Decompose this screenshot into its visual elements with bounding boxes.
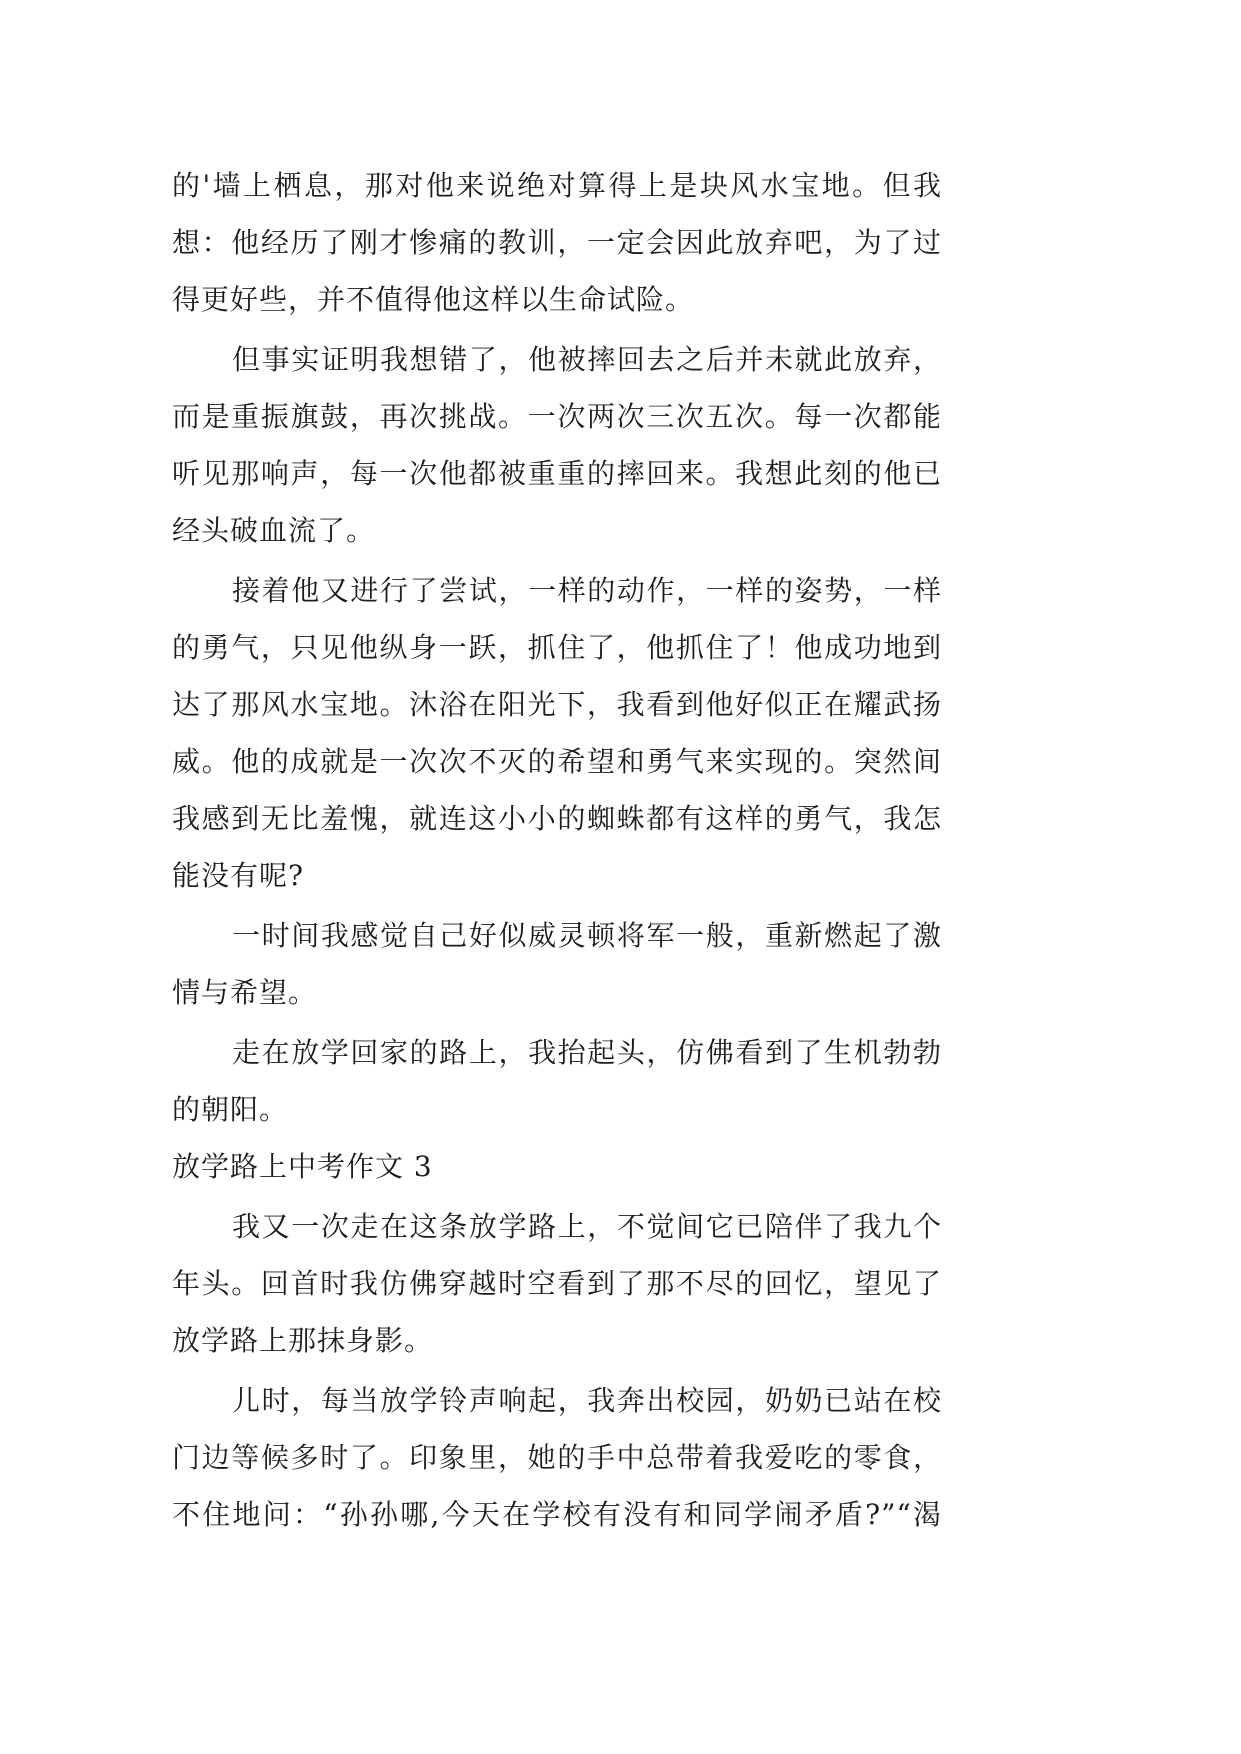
text-line: 儿时，每当放学铃声响起，我奔出校园，奶奶已站在校: [232, 1384, 942, 1417]
text-line: 不住地问：“孙孙哪,今天在学校有没有和同学闹矛盾?”“渴: [172, 1498, 942, 1531]
text-line: 而是重振旗鼓，再次挑战。一次两次三次五次。每一次都能: [172, 400, 942, 433]
text-line: 年头。回首时我仿佛穿越时空看到了那不尽的回忆，望见了: [172, 1267, 942, 1300]
text-line: 放学路上那抹身影。: [172, 1324, 434, 1357]
text-line: 威。他的成就是一次次不灭的希望和勇气来实现的。突然间: [172, 745, 942, 778]
text-line: 得更好些，并不值得他这样以生命试险。: [172, 283, 695, 316]
text-line: 情与希望。: [172, 976, 318, 1009]
paragraph: [172, 157, 942, 328]
text-line: 的勇气，只见他纵身一跃，抓住了，他抓住了！他成功地到: [172, 631, 942, 664]
document-body: [172, 157, 942, 1543]
text-line: 的'墙上栖息，那对他来说绝对算得上是块风水宝地。但我: [172, 169, 942, 202]
paragraph: [172, 1198, 942, 1369]
text-line: 经头破血流了。: [172, 514, 376, 547]
text-line: 走在放学回家的路上，我抬起头，仿佛看到了生机勃勃: [232, 1036, 942, 1069]
text-line: 听见那响声，每一次他都被重重的摔回来。我想此刻的他已: [172, 457, 942, 490]
text-line: 一时间我感觉自己好似威灵顿将军一般，重新燃起了激: [232, 919, 942, 952]
paragraph: [172, 562, 942, 904]
text-line: 想：他经历了刚才惨痛的教训，一定会因此放弃吧，为了过: [172, 226, 942, 259]
text-line: 但事实证明我想错了，他被摔回去之后并未就此放弃，: [232, 343, 942, 376]
text-line: 能没有呢?: [172, 859, 305, 892]
essay-title: 放学路上中考作文 3: [172, 1150, 433, 1183]
text-line: 我又一次走在这条放学路上，不觉间它已陪伴了我九个: [232, 1210, 942, 1243]
paragraph: [172, 1024, 942, 1138]
text-line: 接着他又进行了尝试，一样的动作，一样的姿势，一样: [232, 574, 942, 607]
text-line: 门边等候多时了。印象里，她的手中总带着我爱吃的零食，: [172, 1441, 942, 1474]
text-line: 的朝阳。: [172, 1093, 289, 1126]
paragraph: [172, 907, 942, 1021]
text-line: 达了那风水宝地。沐浴在阳光下，我看到他好似正在耀武扬: [172, 688, 942, 721]
paragraph: [172, 1372, 942, 1543]
text-line: 我感到无比羞愧，就连这小小的蜘蛛都有这样的勇气，我怎: [172, 802, 942, 835]
paragraph: [172, 331, 942, 559]
